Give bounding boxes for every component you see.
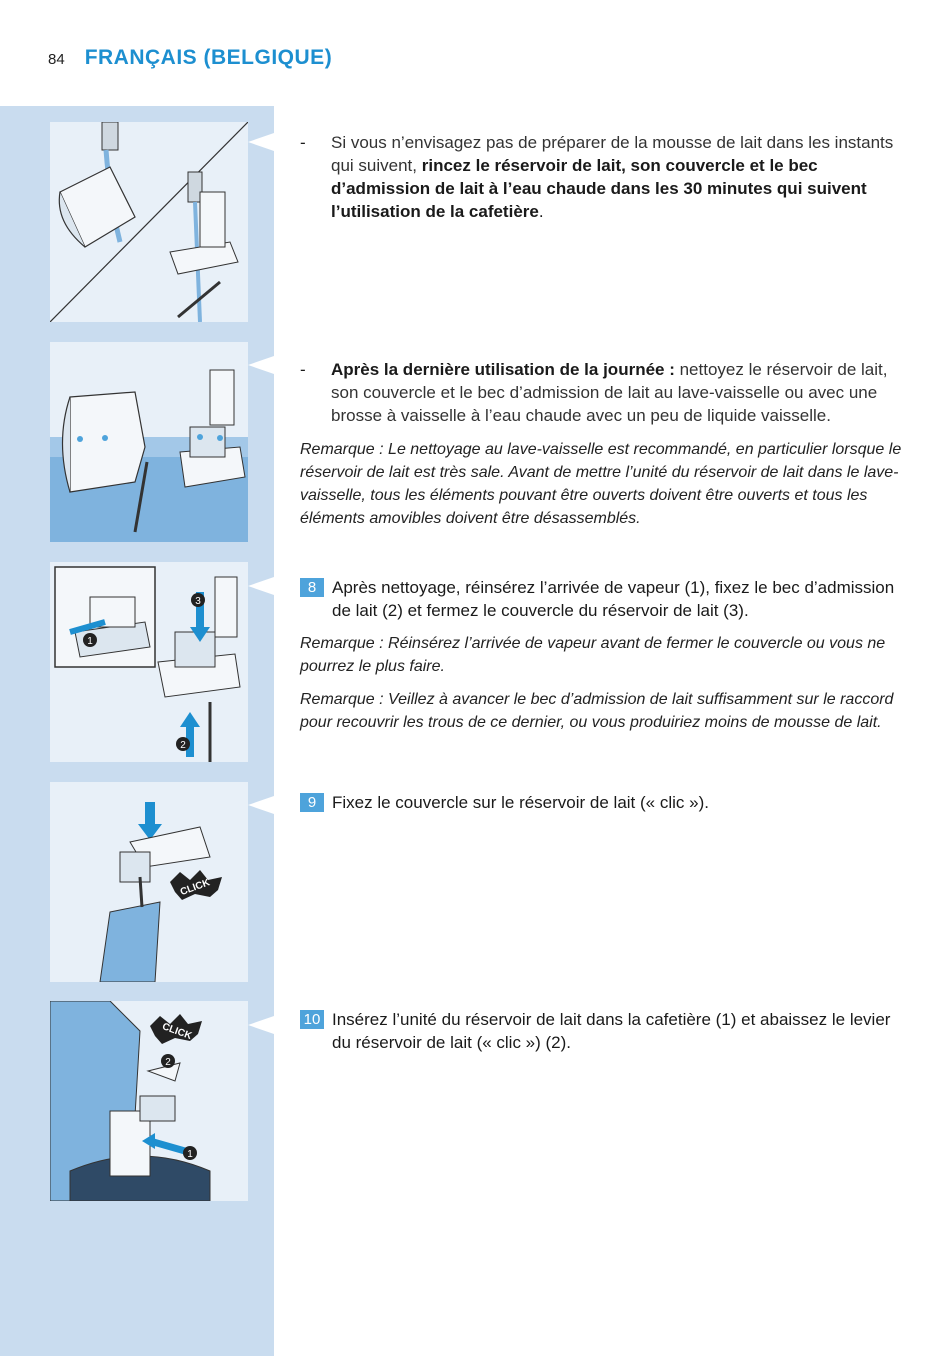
insert-unit-icon xyxy=(50,1001,248,1201)
rinse-under-tap-icon xyxy=(50,122,248,322)
clean-heading: Après la dernière utilisation de la journée : xyxy=(331,360,680,379)
panel-pointer xyxy=(248,796,274,814)
step-label-2: 2 xyxy=(165,1057,171,1068)
language-title: FRANÇAIS (BELGIQUE) xyxy=(84,46,333,69)
clean-instruction: nettoyez le réservoir de lait, son couvercle et le bec d’admission de lait au lave-vaisselle ou avec une brosse à vaisselle à l’eau chaude avec un peu de liquide vaisselle. xyxy=(331,360,888,425)
step-9-text: Fixez le couvercle sur le réservoir de lait (« clic »). xyxy=(332,793,709,812)
rinse-end: . xyxy=(538,202,544,221)
rinse-instruction: rincez le réservoir de lait, son couvercle et le bec d’admission de lait à l’eau chaude dans les 30 minutes qui suivent l’utilisation de la cafetière xyxy=(331,156,867,221)
step-label-1: 1 xyxy=(87,636,93,647)
step-number-8: 8 xyxy=(300,578,324,597)
step-8-text: Après nettoyage, réinsérez l’arrivée de vapeur (1), fixez le bec d’admission de lait (2) et fermez le couvercle du réservoir de lait (3). xyxy=(332,578,895,620)
illustration-panel-2 xyxy=(50,342,248,542)
bullet-dash: - xyxy=(300,133,306,152)
illustration-panel-1 xyxy=(50,122,248,322)
step-8-note-1: Remarque : Réinsérez l’arrivée de vapeur avant de fermer le couvercle ou vous ne pourrez le plus faire. xyxy=(300,635,886,675)
section-step-10 xyxy=(300,1008,912,1054)
step-label-1: 1 xyxy=(187,1149,193,1160)
step-label-3: 3 xyxy=(195,596,201,607)
step-8-note-2: Remarque : Veillez à avancer le bec d’admission de lait suffisamment sur le raccord pour recouvrir les trous de ce dernier, ou vous produiriez moins de mousse de lait. xyxy=(300,691,894,731)
lid-click-icon xyxy=(50,782,248,982)
panel-pointer xyxy=(248,133,274,151)
click-label: CLICK xyxy=(178,877,212,899)
clean-note: Remarque : Le nettoyage au lave-vaisselle est recommandé, en particulier lorsque le réservoir de lait est très sale. Avant de mettre l’unité du réservoir de lait dans le lave-vaisselle, tous les éléments pouvant être ouverts doivent être ouverts et tous les éléments amovibles doivent être désassemblés. xyxy=(300,441,902,527)
panel-pointer xyxy=(248,1016,274,1034)
click-label: CLICK xyxy=(160,1021,194,1043)
step-number-9: 9 xyxy=(300,793,324,812)
section-clean xyxy=(300,358,912,530)
rinse-intro: Si vous n’envisagez pas de préparer de la mousse de lait dans les instants qui suivent, xyxy=(331,133,894,175)
reassemble-icon xyxy=(50,562,248,762)
panel-pointer xyxy=(248,577,274,595)
step-label-2: 2 xyxy=(180,740,186,751)
illustration-panel-3 xyxy=(50,562,248,762)
page-header xyxy=(48,46,332,76)
panel-pointer xyxy=(248,356,274,374)
step-10-text: Insérez l’unité du réservoir de lait dans la cafetière (1) et abaissez le levier du réservoir de lait (« clic ») (2). xyxy=(332,1010,891,1052)
section-rinse xyxy=(300,131,912,223)
page-number: 84 xyxy=(48,51,65,68)
bullet-dash: - xyxy=(300,360,306,379)
step-number-10: 10 xyxy=(300,1010,324,1029)
section-step-9 xyxy=(300,791,912,814)
illustration-panel-5 xyxy=(50,1001,248,1201)
dishwasher-soak-icon xyxy=(50,342,248,542)
illustration-panel-4 xyxy=(50,782,248,982)
section-step-8 xyxy=(300,576,912,734)
